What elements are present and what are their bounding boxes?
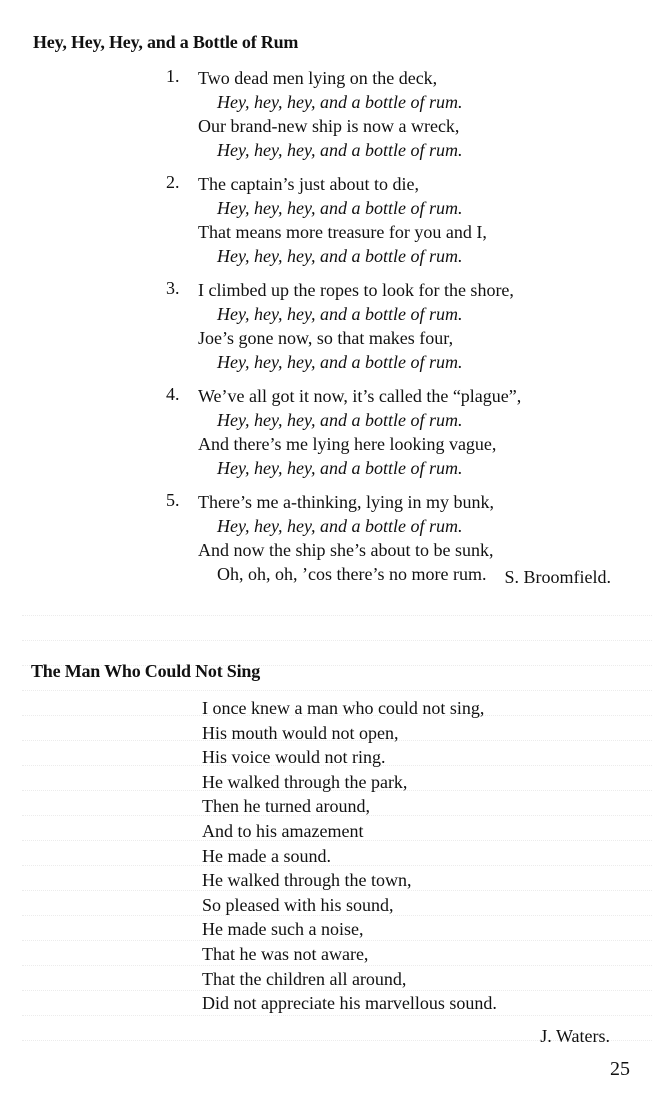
poem-line: He walked through the park, <box>202 771 408 792</box>
poem-line: He made a sound. <box>202 845 331 866</box>
verse <box>166 384 626 480</box>
verse-number: 5. <box>166 490 180 510</box>
song-author: S. Broomfield. <box>504 567 611 587</box>
verse-line: Our brand-new ship is now a wreck, <box>198 116 460 136</box>
refrain-line: Hey, hey, hey, and a bottle of rum. <box>217 410 463 430</box>
refrain-line: Hey, hey, hey, and a bottle of rum. <box>217 246 463 266</box>
verse-line: And now the ship she’s about to be sunk, <box>198 540 494 560</box>
verse-line: There’s me a-thinking, lying in my bunk, <box>198 492 494 512</box>
verse-number: 1. <box>166 66 180 86</box>
verse-number: 4. <box>166 384 180 404</box>
verse-line: That means more treasure for you and I, <box>198 222 487 242</box>
poem-line: Did not appreciate his marvellous sound. <box>202 993 497 1014</box>
verse-line: Joe’s gone now, so that makes four, <box>198 328 454 348</box>
verse <box>166 172 626 268</box>
refrain-line: Hey, hey, hey, and a bottle of rum. <box>217 140 463 160</box>
verse <box>166 278 626 374</box>
poem-line: His mouth would not open, <box>202 722 399 743</box>
poem-line: I once knew a man who could not sing, <box>202 698 485 718</box>
refrain-line: Hey, hey, hey, and a bottle of rum. <box>217 458 463 478</box>
song-title: Hey, Hey, Hey, and a Bottle of Rum <box>33 32 299 52</box>
verse-number: 3. <box>166 278 180 298</box>
verse-line: I climbed up the ropes to look for the shore, <box>198 280 514 300</box>
poem-line: That the children all around, <box>202 968 407 989</box>
verse-line: And there’s me lying here looking vague, <box>198 434 497 454</box>
verse-line: Two dead men lying on the deck, <box>198 68 438 88</box>
refrain-line: Hey, hey, hey, and a bottle of rum. <box>217 352 463 372</box>
poem-body <box>202 696 497 1016</box>
poem-line: He made such a noise, <box>202 919 364 940</box>
verse <box>166 66 626 162</box>
poem-title: The Man Who Could Not Sing <box>31 661 261 681</box>
poem-line: Then he turned around, <box>202 796 370 817</box>
poem-line: That he was not aware, <box>202 943 369 964</box>
poem-line: And to his amazement <box>202 820 364 841</box>
poem-line: So pleased with his sound, <box>202 894 394 915</box>
verse-number: 2. <box>166 172 180 192</box>
song-verses <box>166 66 626 596</box>
verse-line: We’ve all got it now, it’s called the “plague”, <box>198 386 522 406</box>
refrain-line: Hey, hey, hey, and a bottle of rum. <box>217 304 463 324</box>
poem-line: His voice would not ring. <box>202 747 386 768</box>
poem-author: J. Waters. <box>540 1026 610 1046</box>
verse-line: The captain’s just about to die, <box>198 174 419 194</box>
refrain-line: Hey, hey, hey, and a bottle of rum. <box>217 516 463 536</box>
page-number: 25 <box>610 1058 630 1080</box>
poem-line: He walked through the town, <box>202 870 412 891</box>
refrain-line: Hey, hey, hey, and a bottle of rum. <box>217 92 463 112</box>
final-refrain-line: Oh, oh, oh, ’cos there’s no more rum. <box>217 564 487 584</box>
refrain-line: Hey, hey, hey, and a bottle of rum. <box>217 198 463 218</box>
